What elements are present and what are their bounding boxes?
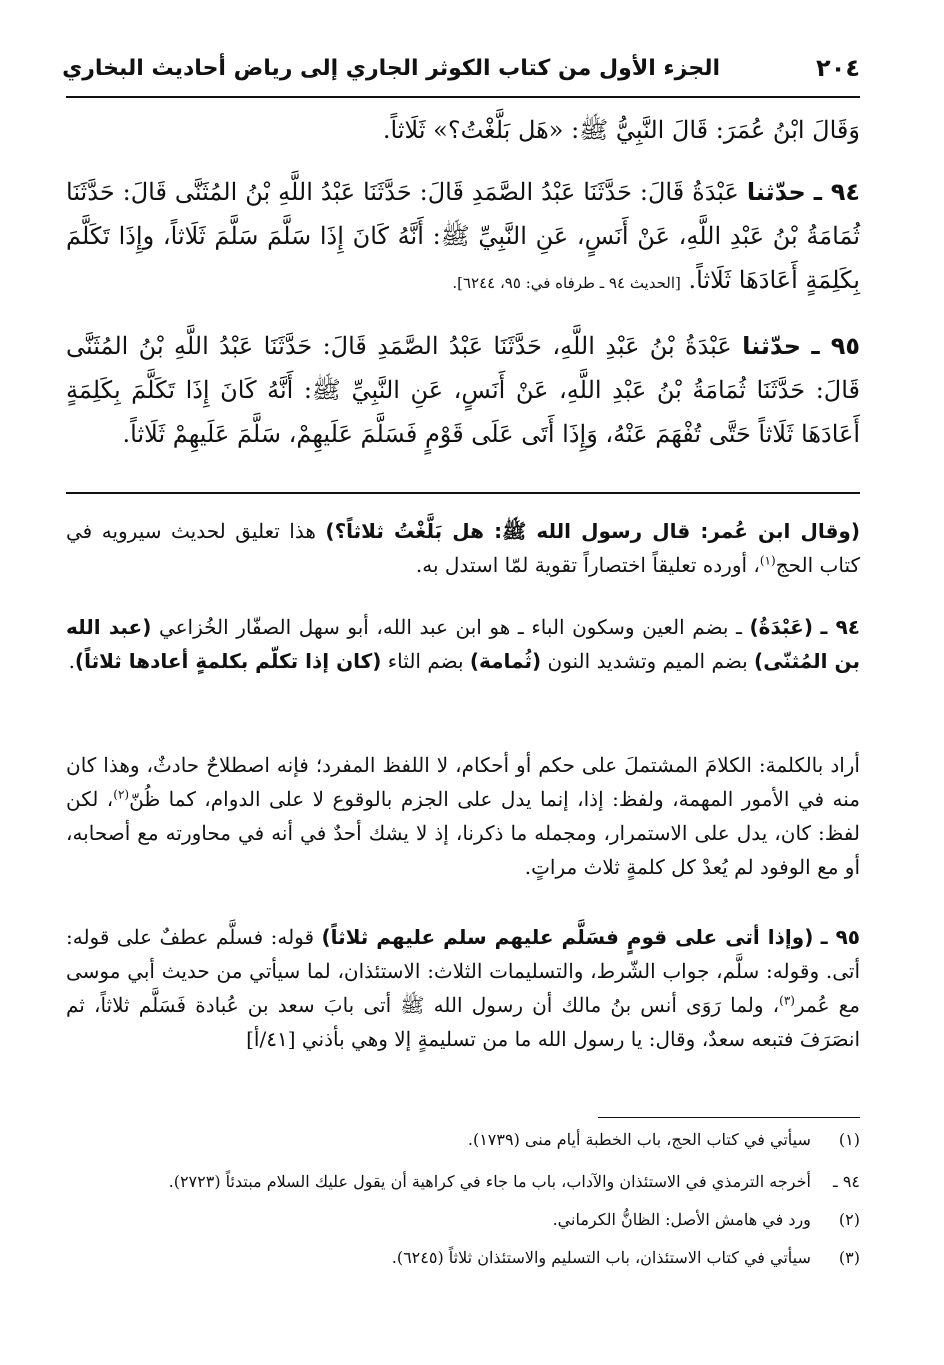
- hadith-95: [66, 324, 860, 456]
- hadith-95-body: عَبْدَةُ بْنُ عَبْدِ اللَّهِ، حَدَّثَنَا عَبْدُ الصَّمَدِ قَالَ: حَدَّثَنَا عَبْدُ اللَّهِ بْنُ المُثَنَّى قَالَ: حَدَّثَنَا ثُمَامَةُ بْنُ عَبْدِ اللَّهِ، عَنْ أَنَسٍ، عَنِ النَّبِيِّ ﷺ: أَنَّهُ كَانَ إِذَا تَكَلَّمَ بِكَلِمَةٍ أَعَادَهَا ثَلَاثاً حَتَّى تُفْهَمَ عَنْهُ، وَإِذَا أَتَى عَلَى قَوْمٍ فَسَلَّمَ عَلَيهِمْ، سَلَّمَ عَلَيهِمْ ثَلَاثاً.: [66, 332, 860, 448]
- hadith-94: [66, 170, 860, 305]
- comm-94-bold-2: (عبد الله بن المُثنّى): [66, 615, 860, 673]
- page-header: [62, 50, 860, 96]
- footnote-mark: (١): [838, 1130, 860, 1149]
- comm-3-text-a: أراد بالكلمة: الكلامَ المشتملَ على حكم أو أحكام، لا اللفظ المفرد؛ فإنه اصطلاحٌ حادثٌ، وهذا كان منه في الأمور المهمة، ولفظ: إذا، إنما يدل على الجزم بالوقوع لا على الدوام، كما ظُنّ: [66, 753, 860, 811]
- hadith-94-number: ٩٤ ـ: [813, 178, 860, 206]
- hadith-94-lead: حدّثنا: [746, 178, 806, 206]
- footnote-text: سيأتي في كتاب الاستئذان، باب التسليم والاستئذان ثلاثاً (٦٢٤٥).: [391, 1248, 811, 1267]
- comm-1-bold: (وقال ابن عُمر: قال رسول الله ﷺ: هل بَلَّغْتُ ثلاثاً؟): [325, 519, 861, 543]
- comm-94-bold-4: (كان إذا تكلّم بكلمةٍ أعادها ثلاثاً): [74, 649, 382, 673]
- footnote-text: أخرجه الترمذي في الاستئذان والآداب، باب ما جاء في كراهية أن يقول عليك السلام مبتدئاً (٢٧٢٣).: [168, 1172, 811, 1191]
- comm-95-text-a: قوله: فسلَّم عطفٌ على قوله: أتى. وقوله: سلَّم، جواب الشّرط، والتسليمات الثلاث: الاستئذان، لما سيأتي من حديث أبي موسى مع عُمر: [66, 925, 860, 1017]
- footnote: [66, 1170, 860, 1194]
- commentary-95: [66, 920, 860, 1056]
- comm-3-text-b: ، لكن لفظ: كان، يدل على الاستمرار، ومجمله ما ذكرنا، إذ لا يشك أحدٌ في أنه في محاورته مع أصحابه، أو مع الوفود لم يُعدْ كل كلمةٍ ثلاث مراتٍ.: [66, 787, 860, 879]
- running-title: الجزء الأول من كتاب الكوثر الجاري إلى رياض أحاديث البخاري: [62, 56, 720, 81]
- footnote-mark: (٣): [838, 1248, 860, 1267]
- hadith-95-number: ٩٥ ـ: [811, 332, 860, 360]
- comm-94-text-3: بضم الثاء: [387, 649, 464, 673]
- comm-1-text-b: ، أورده تعليقاً اختصاراً تقوية لمّا استدل به.: [415, 553, 760, 577]
- commentary-94: [66, 610, 860, 678]
- footnote-text: سيأتي في كتاب الحج، باب الخطبة أيام منى (١٧٣٩).: [467, 1130, 811, 1149]
- intro-text: وَقَالَ ابْنُ عُمَرَ: قَالَ النَّبِيُّ ﷺ: «هَل بَلَّغْتُ؟» ثَلَاثاً.: [382, 116, 860, 144]
- commentary-kalima: [66, 748, 860, 884]
- footnote-ref-2: (٢): [113, 787, 130, 802]
- intro-taliq: [66, 108, 860, 152]
- footnote-ref-3: (٣): [779, 993, 795, 1008]
- comm-94-number: ٩٤ ـ: [820, 615, 860, 639]
- footnote: [66, 1208, 860, 1232]
- comm-95-bold: (وإذا أتى على قومٍ فسَلَّم عليهم سلم عليهم ثلاثاً): [321, 925, 814, 949]
- footnote: [66, 1246, 860, 1270]
- header-rule: [66, 96, 860, 98]
- footnote: [66, 1128, 860, 1152]
- footnote-rule: [598, 1117, 860, 1118]
- hadith-94-takhrij: [الحديث ٩٤ ـ طرفاه في: ٩٥، ٦٢٤٤].: [452, 274, 681, 292]
- commentary-taliq: [66, 514, 860, 582]
- footnote-ref-1: (١): [759, 553, 776, 568]
- page-number: ٢٠٤: [816, 54, 860, 82]
- comm-94-text-4: .: [68, 649, 75, 673]
- section-divider: [66, 492, 860, 494]
- footnote-mark: ٩٤ ـ: [833, 1172, 860, 1191]
- hadith-94-body: عَبْدَةُ قَالَ: حَدَّثَنَا عَبْدُ الصَّمَدِ قَالَ: حَدَّثَنَا عَبْدُ اللَّهِ بْنُ المُثَنَّى قَالَ: حَدَّثَنَا ثُمَامَةُ بْنُ عَبْدِ اللَّهِ، عَنْ أَنَسٍ، عَنِ النَّبِيِّ ﷺ: أَنَّهُ كَانَ إِذَا سَلَّمَ سَلَّمَ ثَلَاثاً، وإِذَا تَكَلَّمَ بِكَلِمَةٍ أَعَادَهَا ثَلَاثاً.: [66, 178, 860, 294]
- comm-95-number: ٩٥ ـ: [820, 925, 860, 949]
- comm-94-text-1: ـ بضم العين وسكون الباء ـ هو ابن عبد الله، أبو سهل الصفّار الخُزاعي: [158, 615, 742, 639]
- comm-94-text-2: بضم الميم وتشديد النون: [547, 649, 748, 673]
- comm-94-bold-1: (عَبْدَةُ): [749, 615, 813, 639]
- comm-94-bold-3: (ثُمامة): [469, 649, 542, 673]
- footnote-text: ورد في هامش الأصل: الظانُّ الكرماني.: [552, 1210, 811, 1229]
- comm-1-text-a: هذا تعليق لحديث سيرويه في كتاب الحج: [66, 519, 860, 577]
- footnote-mark: (٢): [838, 1210, 860, 1229]
- hadith-95-lead: حدّثنا: [742, 332, 802, 360]
- comm-95-text-b: ، ولما رَوَى أنس بنُ مالك أن رسول الله ﷺ أتى بابَ سعد بن عُبادة فَسَلَّم ثلاثاً، ثم انصَرَفَ فتبعه سعدٌ، وقال: يا رسول الله ما من تسليمةٍ إلا وهي بأذني [٤١/أ]: [66, 993, 860, 1051]
